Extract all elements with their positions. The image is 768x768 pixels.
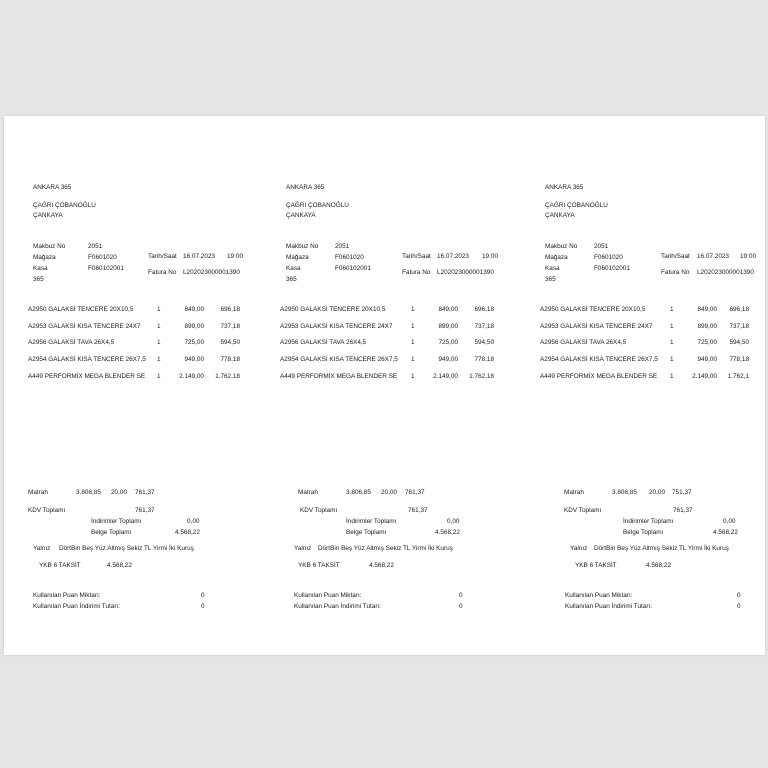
datetime-label: Tarih/Saat	[148, 253, 177, 260]
item-price: 899,00	[184, 323, 204, 330]
item-name: A2950 GALAKSİ TENCERE 20X10,5	[540, 306, 646, 313]
matrah-value: 3.806,85	[612, 489, 637, 496]
item-name: A449 PERFORMİX MEGA BLENDER SE	[280, 373, 398, 380]
datetime-label: Tarih/Saat	[402, 253, 431, 260]
company-name: ANKARA 365	[286, 184, 325, 191]
item-name: A2950 GALAKSİ TENCERE 20X10,5	[280, 306, 386, 313]
store-code: F0601020	[88, 254, 117, 261]
item-name: A2954 GALAKSİ KISA TENCERE 26X7,5	[540, 356, 658, 363]
customer-name: ÇAĞRI ÇOBANOĞLU	[286, 202, 349, 209]
installment-label: YKB 6 TAKSİT	[298, 562, 340, 569]
item-qty: 1	[411, 306, 415, 313]
item-price: 725,00	[697, 339, 717, 346]
item-price: 2.149,00	[433, 373, 458, 380]
item-qty: 1	[411, 373, 415, 380]
doc-total-label: Belge Toplamı	[623, 529, 664, 536]
points-discount-label: Kullanılan Puan İndirimi Tutarı:	[294, 603, 382, 610]
district: ÇANKAYA	[545, 212, 575, 219]
item-net: 737,18	[729, 323, 749, 330]
item-net: 1.762,1	[727, 373, 749, 380]
datetime-label: Tarih/Saat	[661, 253, 690, 260]
vat-amount: 761,37	[405, 489, 425, 496]
item-qty: 1	[670, 373, 674, 380]
district: ÇANKAYA	[33, 212, 63, 219]
discount-label: İndirimler Toplamı	[623, 518, 674, 525]
amount-in-words-prefix: Yalnız	[570, 545, 588, 552]
item-qty: 1	[670, 339, 674, 346]
time: 19:00	[482, 253, 498, 260]
item-price: 849,00	[184, 306, 204, 313]
receipt-no: 2051	[594, 243, 609, 250]
receipt-2	[257, 116, 497, 655]
item-qty: 1	[157, 323, 161, 330]
points-used-label: Kullanılan Puan Miktarı:	[33, 592, 101, 599]
invoice-label: Fatura No	[402, 269, 431, 276]
vat-total-label: KDV Toplamı	[28, 507, 66, 514]
installment-amount: 4.568,22	[646, 562, 671, 569]
item-qty: 1	[670, 306, 674, 313]
register-code: F060102001	[594, 265, 630, 272]
item-name: A2954 GALAKSİ KISA TENCERE 26X7,5	[28, 356, 146, 363]
invoice-no: L202023000001390	[697, 269, 754, 276]
store-label: Mağaza	[545, 254, 568, 261]
vat-rate: 20,00	[381, 489, 397, 496]
item-name: A2956 GALAKSİ TAVA 26X4,5	[28, 339, 115, 346]
installment-label: YKB 6 TAKSİT	[39, 562, 81, 569]
item-price: 2.149,00	[179, 373, 204, 380]
date: 16.07.2023	[437, 253, 469, 260]
item-net: 594,50	[729, 339, 749, 346]
item-name: A2956 GALAKSİ TAVA 26X4,5	[280, 339, 367, 346]
receipt-no: 2051	[88, 243, 103, 250]
item-qty: 1	[670, 323, 674, 330]
receipt-no-label: Makbuz No	[286, 243, 319, 250]
points-used: 0	[459, 592, 463, 599]
item-net: 594,50	[220, 339, 240, 346]
points-discount-label: Kullanılan Puan İndirimi Tutarı:	[33, 603, 121, 610]
points-discount-label: Kullanılan Puan İndirimi Tutarı:	[565, 603, 653, 610]
doc-total: 4.568,22	[435, 529, 460, 536]
points-discount: 0	[201, 603, 205, 610]
register-code: F060102001	[335, 265, 371, 272]
vat-total: 761,37	[135, 507, 155, 514]
time: 19:00	[740, 253, 756, 260]
doc-total: 4.568,22	[713, 529, 738, 536]
item-name: A2953 GALAKSİ KISA TENCERE 24X7	[280, 323, 393, 330]
item-price: 949,00	[697, 356, 717, 363]
receipt-3	[516, 116, 765, 655]
item-price: 949,00	[438, 356, 458, 363]
installment-amount: 4.568,22	[107, 562, 132, 569]
discount-value: 0,00	[447, 518, 460, 525]
item-qty: 1	[411, 339, 415, 346]
register-label: Kasa	[33, 265, 48, 272]
item-name: A2956 GALAKSİ TAVA 26X4,5	[540, 339, 627, 346]
item-qty: 1	[157, 339, 161, 346]
item-net: 737,18	[474, 323, 494, 330]
vat-total-label: KDV Toplamı	[564, 507, 602, 514]
item-name: A2953 GALAKSİ KISA TENCERE 24X7	[28, 323, 141, 330]
item-net: 696,18	[474, 306, 494, 313]
vat-total: 761,37	[673, 507, 693, 514]
invoice-no: L202023000001390	[437, 269, 494, 276]
register-label: Kasa	[545, 265, 560, 272]
store-code: F0601020	[594, 254, 623, 261]
matrah-label: Matrah	[28, 489, 48, 496]
doc-total: 4.568,22	[175, 529, 200, 536]
vat-total: 761,37	[408, 507, 428, 514]
code-label: 365	[545, 276, 556, 283]
doc-total-label: Belge Toplamı	[91, 529, 132, 536]
doc-total-label: Belge Toplamı	[346, 529, 387, 536]
matrah-label: Matrah	[564, 489, 584, 496]
item-net: 696,18	[729, 306, 749, 313]
item-net: 1.762,18	[215, 373, 240, 380]
receipt-1	[4, 116, 244, 655]
item-name: A449 PERFORMİX MEGA BLENDER SE	[28, 373, 146, 380]
amount-in-words-prefix: Yalnız	[33, 545, 51, 552]
vat-rate: 20,00	[111, 489, 127, 496]
vat-amount: 751,37	[672, 489, 692, 496]
amount-in-words: DörtBin Beş Yüz Altmış Sekiz TL Yirmi İki Kuruş	[59, 545, 194, 552]
amount-in-words-prefix: Yalnız	[294, 545, 312, 552]
item-price: 899,00	[438, 323, 458, 330]
item-price: 2.149,00	[692, 373, 717, 380]
matrah-value: 3.806,85	[346, 489, 371, 496]
item-net: 737,18	[220, 323, 240, 330]
customer-name: ÇAĞRI ÇOBANOĞLU	[545, 202, 608, 209]
item-net: 594,50	[474, 339, 494, 346]
code-label: 365	[286, 276, 297, 283]
item-qty: 1	[157, 356, 161, 363]
matrah-label: Matrah	[298, 489, 318, 496]
receipt-no: 2051	[335, 243, 350, 250]
points-discount: 0	[459, 603, 463, 610]
item-qty: 1	[157, 373, 161, 380]
item-qty: 1	[157, 306, 161, 313]
register-label: Kasa	[286, 265, 301, 272]
matrah-value: 3.806,85	[76, 489, 101, 496]
discount-value: 0,00	[187, 518, 200, 525]
district: ÇANKAYA	[286, 212, 316, 219]
item-net: 778,18	[220, 356, 240, 363]
item-name: A2953 GALAKSİ KISA TENCERE 24X7	[540, 323, 653, 330]
item-net: 696,18	[220, 306, 240, 313]
installment-amount: 4.568,22	[369, 562, 394, 569]
date: 16.07.2023	[183, 253, 215, 260]
item-price: 849,00	[697, 306, 717, 313]
store-code: F0601020	[335, 254, 364, 261]
points-used: 0	[737, 592, 741, 599]
installment-label: YKB 6 TAKSİT	[575, 562, 617, 569]
item-name: A449 PERFORMİX MEGA BLENDER SE	[540, 373, 658, 380]
item-name: A2954 GALAKSİ KISA TENCERE 26X7,5	[280, 356, 398, 363]
time: 19:00	[227, 253, 243, 260]
item-qty: 1	[670, 356, 674, 363]
vat-amount: 761,37	[135, 489, 155, 496]
points-used-label: Kullanılan Puan Miktarı:	[294, 592, 362, 599]
discount-label: İndirimler Toplamı	[346, 518, 397, 525]
item-price: 849,00	[438, 306, 458, 313]
item-net: 778,18	[729, 356, 749, 363]
customer-name: ÇAĞRI ÇOBANOĞLU	[33, 202, 96, 209]
item-price: 949,00	[184, 356, 204, 363]
item-net: 1.762,18	[469, 373, 494, 380]
receipt-no-label: Makbuz No	[545, 243, 578, 250]
register-code: F060102001	[88, 265, 124, 272]
discount-label: İndirimler Toplamı	[91, 518, 142, 525]
company-name: ANKARA 365	[33, 184, 72, 191]
discount-value: 0,00	[723, 518, 736, 525]
points-used: 0	[201, 592, 205, 599]
company-name: ANKARA 365	[545, 184, 584, 191]
item-price: 725,00	[438, 339, 458, 346]
item-price: 725,00	[184, 339, 204, 346]
points-used-label: Kullanılan Puan Miktarı:	[565, 592, 633, 599]
code-label: 365	[33, 276, 44, 283]
item-net: 778,18	[474, 356, 494, 363]
invoice-label: Fatura No	[661, 269, 690, 276]
receipt-sheet	[4, 116, 765, 655]
item-price: 899,00	[697, 323, 717, 330]
invoice-no: L202023000001390	[183, 269, 240, 276]
store-label: Mağaza	[33, 254, 56, 261]
item-qty: 1	[411, 356, 415, 363]
item-name: A2950 GALAKSİ TENCERE 20X10,5	[28, 306, 134, 313]
amount-in-words: DörtBin Beş Yüz Altmış Sekiz TL Yirmi İki Kuruş	[594, 545, 729, 552]
store-label: Mağaza	[286, 254, 309, 261]
invoice-label: Fatura No	[148, 269, 177, 276]
amount-in-words: DörtBin Beş Yüz Altmış Sekiz TL Yirmi İki Kuruş	[318, 545, 453, 552]
vat-rate: 20,00	[649, 489, 665, 496]
vat-total-label: KDV Toplamı	[300, 507, 338, 514]
points-discount: 0	[737, 603, 741, 610]
item-qty: 1	[411, 323, 415, 330]
date: 16.07.2023	[697, 253, 729, 260]
receipt-no-label: Makbuz No	[33, 243, 66, 250]
